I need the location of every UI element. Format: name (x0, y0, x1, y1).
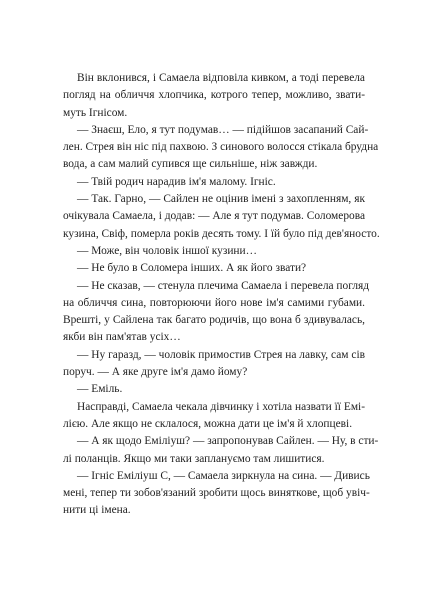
text-line: якби він пам'ятав усіх… (63, 331, 181, 344)
text-line: — Ну гаразд, — чоловік примостив Стрея на лавку, сам сів (77, 348, 365, 361)
text-line: — Не сказав, — стенула плечима Самаела і перевела погляд (77, 279, 370, 292)
text-line: Він вклонився, і Самаела відповіла кивком, а тоді перевела (77, 72, 365, 84)
paragraph (63, 70, 365, 122)
text-line: — Знаєш, Ело, я тут подумав… — підійшов засапаний Сай- (77, 123, 369, 136)
text-line: лією. Але якщо не склалося, можна дати це ім'я й хлопцеві. (63, 417, 353, 430)
text-line: — Так. Гарно, — Сайлен не оцінив імені з захопленням, як (77, 193, 365, 206)
text-line: на обличчя сина, повторюючи його нове ім'я самими губами. (63, 296, 365, 309)
paragraph (63, 191, 380, 243)
text-line: очікувала Самаела, і додав: — Але я тут подумав. Соломерова (63, 210, 365, 223)
text-line: мені, тепер ти зобов'язаний зробити щось виняткове, щоб увіч- (63, 487, 370, 500)
paragraph (63, 122, 379, 174)
paragraph (63, 260, 365, 277)
paragraph (63, 243, 365, 260)
text-line: — Не було в Соломера інших. А як його звати? (77, 262, 307, 275)
text-line: — Твій родич нарадив ім'я малому. Ігніс. (77, 175, 276, 188)
text-line: лі поланців. Якщо ми таки заплануємо там лишитися. (63, 452, 325, 465)
paragraph (63, 399, 365, 434)
text-line: Насправді, Самаела чекала дівчинку і хотіла назвати її Емі- (77, 400, 365, 413)
text-line: погляд на обличчя хлопчика, котрого тепер, можливо, звати- (63, 89, 365, 102)
text-line: вода, а сам малий супився ще сильніше, ніж завжди. (63, 158, 318, 171)
body-text (63, 70, 380, 520)
paragraph (63, 433, 379, 468)
text-line: кузина, Свіф, померла років десять тому. І їй було під дев'яносто. (63, 227, 380, 240)
text-line: поруч. — А яке друге ім'я дамо йому? (63, 366, 248, 379)
text-line: — А як щодо Еміліуш? — запропонував Сайлен. — Ну, в сти- (77, 435, 379, 448)
text-line: муть Ігнісом. (63, 106, 128, 119)
text-line: Врешті, у Сайлена так багато родичів, що вона б здивувалась, (63, 314, 365, 327)
text-line: лен. Стрея він ніс під пахвою. З синового волосся стікала брудна (63, 141, 379, 154)
paragraph (63, 278, 370, 347)
text-line: — Ігніс Еміліуш С, — Самаела зиркнула на сина. — Дивись (77, 469, 370, 482)
text-line: — Еміль. (77, 383, 123, 396)
paragraph (63, 381, 365, 398)
text-line: нити ці імена. (63, 504, 131, 517)
paragraph (63, 347, 365, 382)
text-line: — Може, він чоловік іншої кузини… (77, 244, 258, 257)
paragraph (63, 174, 365, 191)
paragraph (63, 468, 370, 520)
